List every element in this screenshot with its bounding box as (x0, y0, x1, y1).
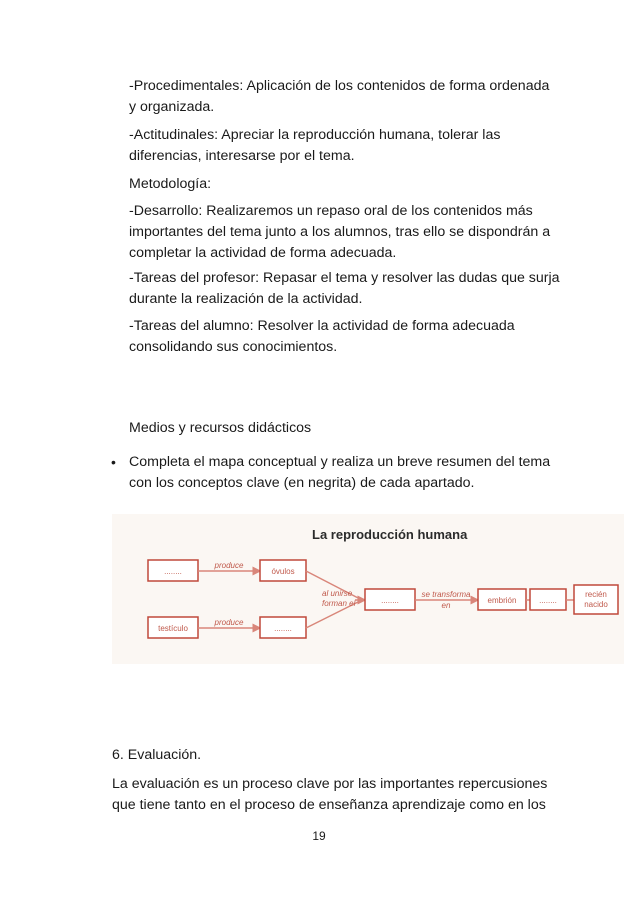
metodologia-heading: Metodología: (129, 176, 212, 192)
en-label: en (441, 601, 451, 610)
embrion-text: embrión (487, 596, 517, 605)
ovulos-text: óvulos (271, 567, 295, 576)
forman-el-label: forman el (322, 599, 356, 608)
concept-box-4-text: ........ (539, 596, 557, 605)
bullet-line-2: con los conceptos clave (en negrita) de cada apartado. (129, 475, 475, 491)
page-number: 19 (312, 829, 326, 843)
alumno-line-2: consolidando sus conocimientos. (129, 339, 338, 355)
recien-text: recién (585, 590, 607, 599)
alumno-line-1: -Tareas del alumno: Resolver la actividad de forma adecuada (129, 318, 515, 334)
produce-label-2: produce (214, 618, 244, 627)
concept-box-3-text: ........ (381, 596, 399, 605)
procedimentales-line-1: -Procedimentales: Aplicación de los contenidos de forma ordenada (129, 78, 550, 94)
medios-heading: Medios y recursos didácticos (129, 420, 312, 436)
profesor-line-1: -Tareas del profesor: Repasar el tema y resolver las dudas que surja (129, 270, 560, 286)
al-unirse-label: al unirse (322, 589, 353, 598)
concept-box-1-text: ........ (164, 567, 182, 576)
produce-label-1: produce (214, 561, 244, 570)
actitudinales-line-1: -Actitudinales: Apreciar la reproducción humana, tolerar las (129, 127, 501, 143)
desarrollo-line-3: completar la actividad de forma adecuada. (129, 245, 397, 261)
concept-map-figure (112, 514, 624, 664)
desarrollo-line-1: -Desarrollo: Realizaremos un repaso oral de los contenidos más (129, 203, 533, 219)
evaluacion-heading: 6. Evaluación. (112, 747, 202, 763)
desarrollo-line-2: importantes del tema junto a los alumnos, tras ello se dispondrán a (129, 224, 551, 240)
bullet-line-1: Completa el mapa conceptual y realiza un breve resumen del tema (129, 454, 551, 470)
actitudinales-line-2: diferencias, interesarse por el tema. (129, 148, 355, 164)
nacido-text: nacido (584, 600, 608, 609)
concept-map-title: La reproducción humana (312, 527, 468, 542)
testiculo-text: testículo (158, 624, 188, 633)
evaluacion-line-2: que tiene tanto en el proceso de enseñanza aprendizaje como en los (112, 797, 546, 813)
profesor-line-2: durante la realización de la actividad. (129, 291, 363, 307)
bullet-icon: • (111, 454, 116, 470)
se-transforma-label: se transforma (421, 590, 471, 599)
procedimentales-line-2: y organizada. (129, 99, 215, 115)
evaluacion-line-1: La evaluación es un proceso clave por las importantes repercusiones (112, 776, 548, 792)
concept-box-2-text: ........ (274, 624, 292, 633)
